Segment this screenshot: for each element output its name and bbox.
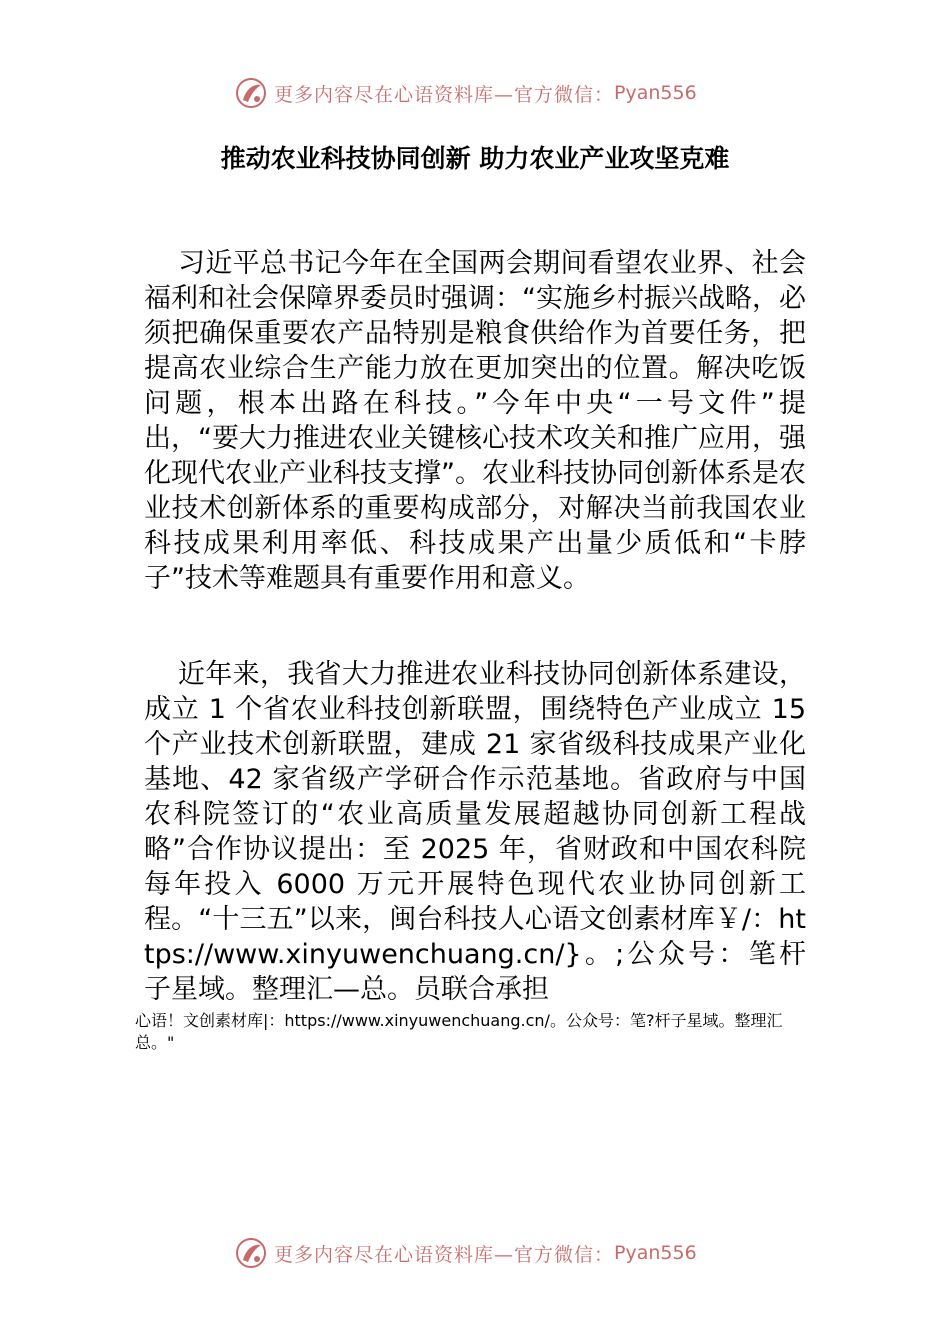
- watermark-text: 更多内容尽在心语资料库—官方微信：: [274, 1243, 615, 1266]
- watermark-footnote: 心语！文创素材库|：https://www.xinyuwenchuang.cn/。公众号：笔?杆子星域。整理汇总。": [135, 1011, 783, 1052]
- footer-watermark: [234, 1233, 734, 1273]
- paragraph-2: 近年来，我省大力推进农业科技协同创新体系建设，成立 1 个省农业科技创新联盟，围绕特色产业成立 15 个产业技术创新联盟，建成 21 家省级科技成果产业化基地、42 家省级产学研合作示范基地。省政府与中国农科院签订的“农业高质量发展超越协同创新工程战略”合作协议提出：至 2025 年，省财政和中国农科院每年投入 6000 万元开展特色现代农业协同创新工程。“十三五”以来，闽台科技人心语文创素材库￥/：https://www.xinyuwenchuang.cn/}。;公众号：笔杆子星域。整理汇—总。员联合承担: [144, 659, 806, 1005]
- header-watermark: [234, 73, 734, 113]
- document-title: 推动农业科技协同创新 助力农业产业攻坚克难: [220, 144, 730, 173]
- paragraph-1: 习近平总书记今年在全国两会期间看望农业界、社会福利和社会保障界委员时强调：“实施乡村振兴战略，必须把确保重要农产品特别是粮食供给作为首要任务，把提高农业综合生产能力放在更加突出的位置。解决吃饭问题，根本出路在科技。”今年中央“一号文件”提出，“要大力推进农业关键核心技术攻关和推广应用，强化现代农业产业科技支撑”。农业科技协同创新体系是农业技术创新体系的重要构成部分，对解决当前我国农业科技成果利用率低、科技成果产出量少质低和“卡脖子”技术等难题具有重要作用和意义。: [144, 248, 806, 594]
- watermark-wechat-id: Pyan556: [614, 82, 697, 104]
- brand-logo-icon: [234, 1236, 268, 1270]
- watermark-text: 更多内容尽在心语资料库—官方微信：: [274, 83, 615, 106]
- brand-logo-icon: [234, 76, 268, 110]
- watermark-wechat-id: Pyan556: [614, 1242, 697, 1264]
